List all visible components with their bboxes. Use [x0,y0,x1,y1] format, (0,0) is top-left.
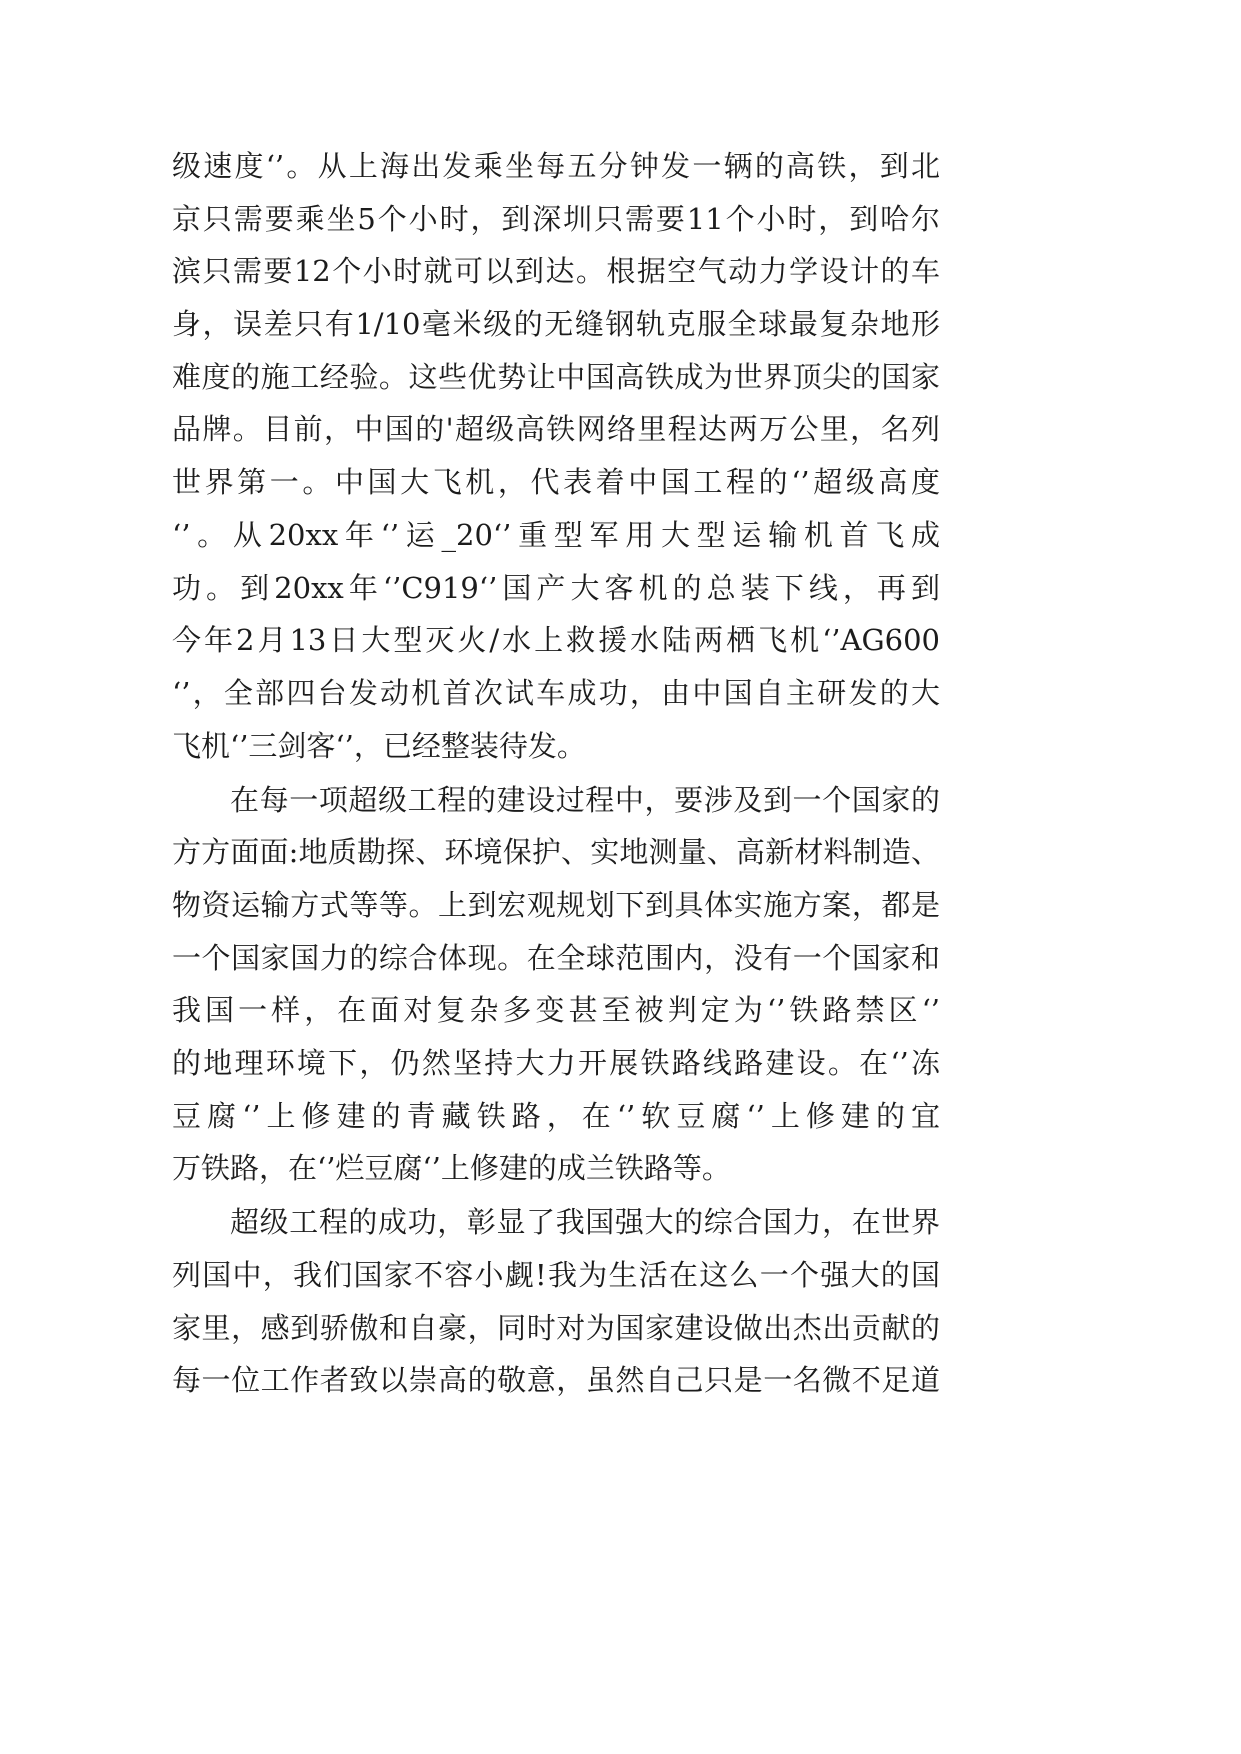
body-text [172,140,940,1407]
text-line: 豆腐‘’上修建的青藏铁路，在‘’软豆腐‘’上修建的宜 [172,1098,940,1133]
text-line: 超级工程的成功，彰显了我国强大的综合国力，在世界 [230,1205,940,1240]
text-line: 滨只需要12个小时就可以到达。根据空气动力学设计的车 [172,254,940,289]
text-line: 家里，感到骄傲和自豪，同时对为国家建设做出杰出贡献的 [172,1310,940,1345]
text-line: 身，误差只有1/10毫米级的无缝钢轨克服全球最复杂地形 [172,307,940,342]
text-line: 飞机‘’三剑客‘’，已经整装待发。 [172,728,586,763]
text-line: 我国一样，在面对复杂多变甚至被判定为‘’铁路禁区‘’ [172,993,940,1028]
text-line: 每一位工作者致以崇高的敬意，虽然自己只是一名微不足道 [172,1363,940,1398]
text-line: 一个国家国力的综合体现。在全球范围内，没有一个国家和 [172,940,940,975]
text-line: 京只需要乘坐5个小时，到深圳只需要11个小时，到哈尔 [172,201,940,236]
text-line: 级速度‘’。从上海出发乘坐每五分钟发一辆的高铁，到北 [172,149,940,183]
text-line: 世界第一。中国大飞机，代表着中国工程的‘’超级高度 [172,465,940,500]
text-line: 的地理环境下，仍然坚持大力开展铁路线路建设。在‘’冻 [172,1045,940,1080]
text-line: 难度的施工经验。这些优势让中国高铁成为世界顶尖的国家 [172,359,940,394]
text-line: 在每一项超级工程的建设过程中，要涉及到一个国家的 [230,782,940,817]
paragraph-2 [172,774,940,1196]
text-line: 物资运输方式等等。上到宏观规划下到具体实施方案，都是 [172,887,940,922]
text-line: 品牌。目前，中国的'超级高铁网络里程达两万公里，名列 [172,412,940,447]
text-line: 今年2月13日大型灭火/水上救援水陆两栖飞机‘’AG600 [172,623,940,658]
text-line: 列国中，我们国家不容小觑!我为生活在这么一个强大的国 [172,1258,940,1293]
text-line: ‘’，全部四台发动机首次试车成功，由中国自主研发的大 [172,675,940,710]
text-line: 方方面面:地质勘探、环境保护、实地测量、高新材料制造、 [172,835,940,870]
paragraph-3 [172,1196,940,1407]
text-line: 功。到20xx年‘’C919‘’国产大客机的总装下线，再到 [172,570,940,605]
paragraph-1 [172,140,940,772]
text-line: 万铁路，在‘’烂豆腐‘’上修建的成兰铁路等。 [172,1151,731,1186]
text-line: ‘’。从20xx年‘’运_20‘’重型军用大型运输机首飞成 [172,517,940,552]
